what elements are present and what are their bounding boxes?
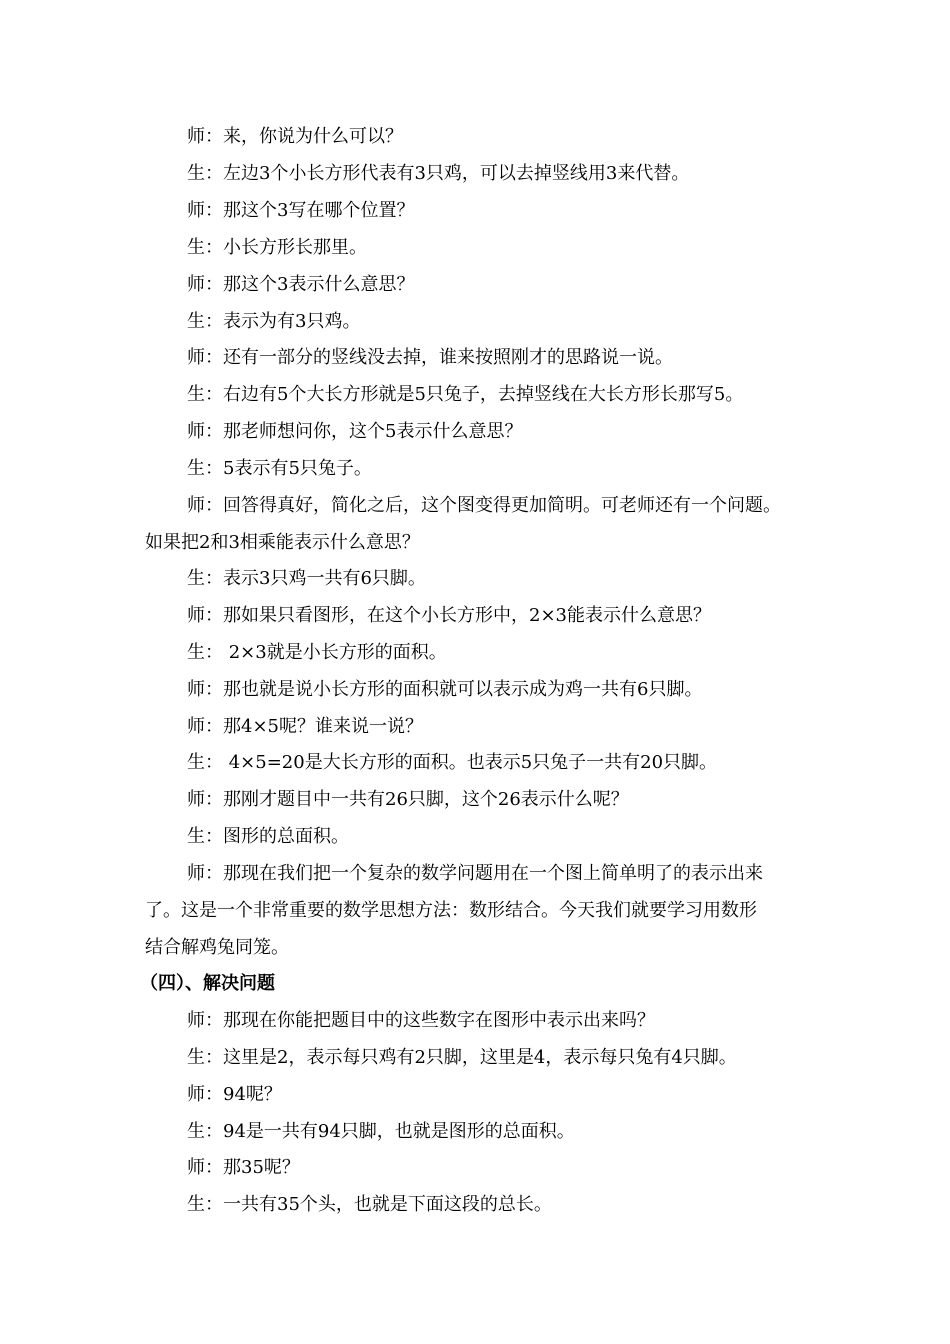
dialogue-line: 师：那现在我们把一个复杂的数学问题用在一个图上简单明了的表示出来 xyxy=(187,863,763,884)
dialogue-line: 师：94呢？ xyxy=(187,1084,282,1105)
dialogue-line: 生：5表示有5只兔子。 xyxy=(187,458,372,479)
dialogue-line: 师：那如果只看图形，在这个小长方形中，2×3能表示什么意思？ xyxy=(187,605,711,626)
dialogue-line: 师：那这个3写在哪个位置？ xyxy=(187,200,415,221)
section-heading: （四）、解决问题 xyxy=(140,973,275,994)
dialogue-line: 师：还有一部分的竖线没去掉，谁来按照刚才的思路说一说。 xyxy=(187,347,673,368)
dialogue-line: 师：那刚才题目中一共有26只脚，这个26表示什么呢？ xyxy=(187,789,629,810)
dialogue-line-continuation: 如果把2和3相乘能表示什么意思？ xyxy=(145,532,420,553)
dialogue-line: 师：那这个3表示什么意思？ xyxy=(187,274,415,295)
dialogue-line: 生：右边有5个大长方形就是5只兔子，去掉竖线在大长方形长那写5。 xyxy=(187,384,744,405)
dialogue-line: 师：来，你说为什么可以？ xyxy=(187,126,403,147)
dialogue-line: 师：那35呢？ xyxy=(187,1157,300,1178)
dialogue-line: 师：回答得真好，简化之后，这个图变得更加简明。可老师还有一个问题。 xyxy=(187,495,781,516)
dialogue-line: 生： 4×5=20是大长方形的面积。也表示5只兔子一共有20只脚。 xyxy=(187,752,718,773)
dialogue-line: 生：表示3只鸡一共有6只脚。 xyxy=(187,568,426,589)
dialogue-line: 生：表示为有3只鸡。 xyxy=(187,311,361,332)
dialogue-line: 生： 2×3就是小长方形的面积。 xyxy=(187,642,447,663)
dialogue-line: 生：一共有35个头，也就是下面这段的总长。 xyxy=(187,1194,552,1215)
dialogue-line: 师：那4×5呢？谁来说一说？ xyxy=(187,716,423,737)
dialogue-line: 师：那也就是说小长方形的面积就可以表示成为鸡一共有6只脚。 xyxy=(187,679,703,700)
dialogue-line-continuation: 了。这是一个非常重要的数学思想方法：数形结合。今天我们就要学习用数形 xyxy=(145,900,757,921)
dialogue-line: 师：那现在你能把题目中的这些数字在图形中表示出来吗？ xyxy=(187,1010,655,1031)
dialogue-line: 生：小长方形长那里。 xyxy=(187,237,367,258)
dialogue-line-continuation: 结合解鸡兔同笼。 xyxy=(145,937,289,958)
dialogue-line: 生：左边3个小长方形代表有3只鸡，可以去掉竖线用3来代替。 xyxy=(187,163,690,184)
dialogue-line: 生：94是一共有94只脚，也就是图形的总面积。 xyxy=(187,1121,575,1142)
dialogue-line: 师：那老师想问你，这个5表示什么意思？ xyxy=(187,421,523,442)
dialogue-line: 生：图形的总面积。 xyxy=(187,826,349,847)
dialogue-line: 生：这里是2，表示每只鸡有2只脚，这里是4，表示每只兔有4只脚。 xyxy=(187,1047,737,1068)
